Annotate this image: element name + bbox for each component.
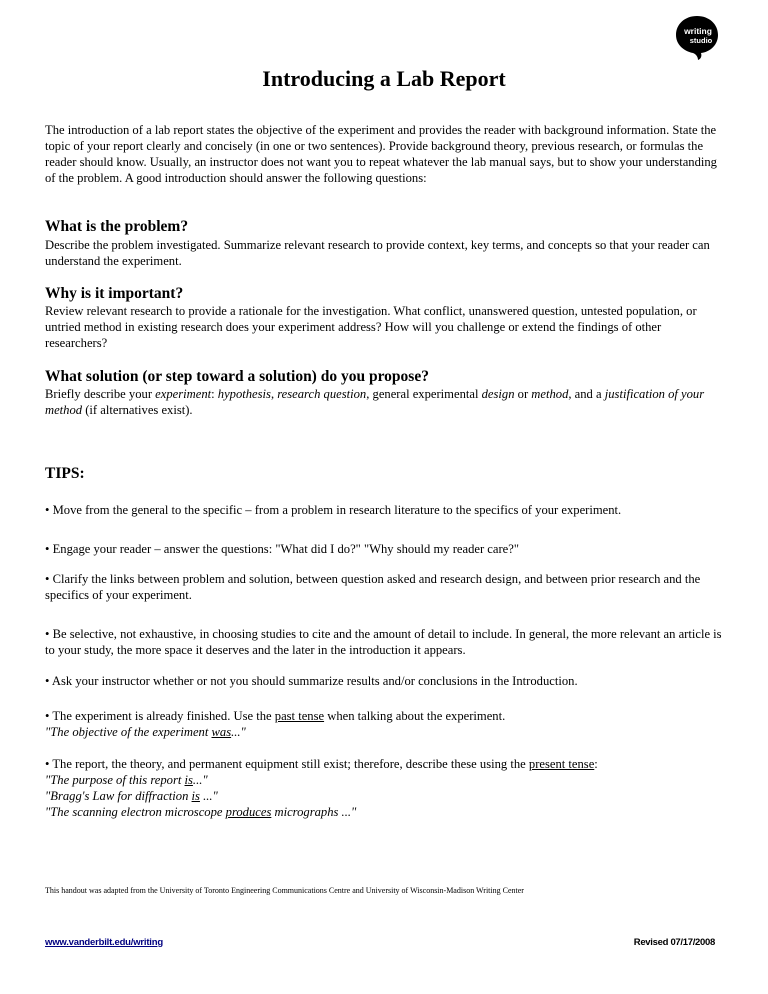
intro-paragraph: The introduction of a lab report states the objective of the experiment and provides the reader with background information. State the topic of your report clearly and concisely (in one or two sentences). Provide background theory, previous research, or formulas the reader should know. Usually, an instructor does not want you to repeat whatever the lab manual says, but to show your understanding of the problem. A good introduction should answer the following questions: <box>45 123 717 185</box>
section-heading-solution: What solution (or step toward a solution) do you propose? <box>45 368 429 385</box>
example-quote: "The objective of the experiment was..." <box>45 725 246 739</box>
tip-item: • Engage your reader – answer the questions: "What did I do?" "Why should my reader care?" <box>45 542 520 556</box>
section-body-importance: Review relevant research to provide a rationale for the investigation. What conflict, unanswered question, untested population, or untried method in existing research does your experiment address? How will you challenge or extend the findings of other researchers? <box>45 304 697 350</box>
section-heading-importance: Why is it important? <box>45 285 184 302</box>
logo-speech-bubble-icon <box>674 14 720 60</box>
tip-item-present-tense: • The report, the theory, and permanent equipment still exist; therefore, describe these using the present tense: "The purpose of this report is..." "Bragg's Law for diffraction is ..." "The scanning electron microscope produces micrographs ..." <box>45 756 725 820</box>
example-quote: "The purpose of this report is..." <box>45 773 208 787</box>
logo-line-2: studio <box>689 36 713 45</box>
section-body-problem: Describe the problem investigated. Summarize relevant research to provide context, key terms, and concepts so that your reader can understand the experiment. <box>45 238 710 268</box>
logo-line-1: writing <box>684 26 712 36</box>
tip-item-past-tense: • The experiment is already finished. Use the past tense when talking about the experiment. "The objective of the experiment was..." <box>45 708 725 740</box>
section-body-solution: Briefly describe your experiment: hypothesis, research question, general experimental design or method, and a justification of your method (if alternatives exist). <box>45 387 705 417</box>
writing-studio-logo <box>674 14 720 60</box>
tip-item: • Move from the general to the specific – from a problem in research literature to the specifics of your experiment. <box>45 503 622 517</box>
example-quote: "The scanning electron microscope produces micrographs ..." <box>45 805 357 819</box>
tips-heading: TIPS: <box>45 465 85 482</box>
tip-item: • Ask your instructor whether or not you should summarize results and/or conclusions in the Introduction. <box>45 674 578 688</box>
tip-item: • Clarify the links between problem and solution, between question asked and research design, and between prior research and the specifics of your experiment. <box>45 572 701 602</box>
footer-revised-date: Revised 07/17/2008 <box>633 937 715 948</box>
section-heading-problem: What is the problem? <box>45 218 189 235</box>
tip-item: • Be selective, not exhaustive, in choosing studies to cite and the amount of detail to include. In general, the more relevant an article is to your study, the more space it deserves and the later in the introduction it appears. <box>45 627 722 657</box>
page-title: Introducing a Lab Report <box>262 66 506 91</box>
example-quote: "Bragg's Law for diffraction is ..." <box>45 789 218 803</box>
footer-attribution: This handout was adapted from the University of Toronto Engineering Communications Centre and University of Wisconsin-Madison Writing Center <box>45 886 524 895</box>
footer-website-link[interactable]: www.vanderbilt.edu/writing <box>45 937 163 948</box>
